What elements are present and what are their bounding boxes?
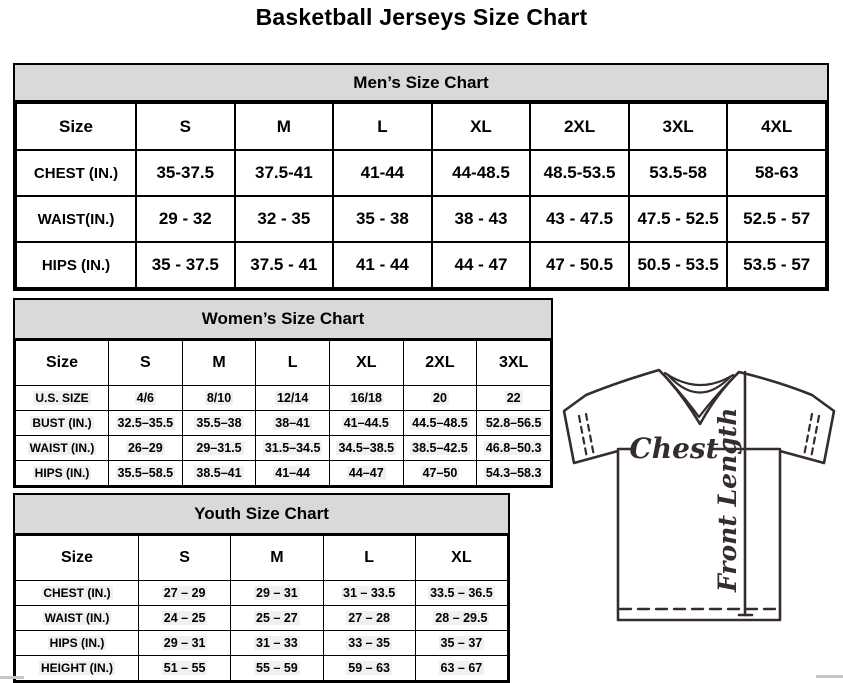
row-label xyxy=(16,411,109,436)
cell-text: CHEST (IN.) xyxy=(43,586,111,600)
size-value-cell xyxy=(329,436,403,461)
womens-size-chart-section xyxy=(13,298,553,488)
column-header-l: L xyxy=(333,103,432,150)
cell-text: WAIST (IN.) xyxy=(44,611,110,625)
size-value-cell xyxy=(477,411,551,436)
cell-text: 51 – 55 xyxy=(163,661,206,675)
size-value-cell: 43 - 47.5 xyxy=(530,196,629,242)
cell-text: 24 – 25 xyxy=(163,611,206,625)
size-value-cell xyxy=(323,606,415,631)
size-column-header: Size xyxy=(16,536,139,581)
cell-text: 46.8–50.3 xyxy=(485,441,542,455)
table-row xyxy=(16,631,508,656)
column-header-xl: XL xyxy=(432,103,531,150)
column-header-l: L xyxy=(256,341,330,386)
cell-text: 33.5 – 36.5 xyxy=(430,586,493,600)
cell-text: 38.5–42.5 xyxy=(412,441,468,455)
size-value-cell xyxy=(256,411,330,436)
size-column-header: Size xyxy=(16,103,136,150)
cell-text: 59 – 63 xyxy=(348,661,390,675)
size-value-cell xyxy=(415,581,507,606)
cell-text: 29–31.5 xyxy=(196,441,242,455)
mens-size-chart-section xyxy=(13,63,829,291)
size-value-cell: 53.5-58 xyxy=(629,150,728,196)
size-value-cell: 41-44 xyxy=(333,150,432,196)
table-row xyxy=(16,606,508,631)
table-row xyxy=(16,150,826,196)
cell-text: 31 – 33 xyxy=(256,636,298,650)
page-title: Basketball Jerseys Size Chart xyxy=(255,4,588,30)
size-value-cell: 29 - 32 xyxy=(136,196,235,242)
size-value-cell xyxy=(323,631,415,656)
table-row xyxy=(16,656,508,681)
cell-text: 29 – 31 xyxy=(163,636,206,650)
size-value-cell: 47 - 50.5 xyxy=(530,242,629,288)
cell-text: HEIGHT (IN.) xyxy=(41,661,113,675)
column-header-m: M xyxy=(182,341,256,386)
cell-text: HIPS (IN.) xyxy=(49,636,105,650)
row-label xyxy=(16,386,109,411)
column-header-xl: XL xyxy=(415,536,507,581)
cell-text: 25 – 27 xyxy=(256,611,298,625)
size-value-cell xyxy=(256,436,330,461)
size-value-cell xyxy=(231,606,323,631)
size-value-cell xyxy=(139,631,231,656)
womens-size-chart-title: Women’s Size Chart xyxy=(15,300,551,340)
size-value-cell xyxy=(139,581,231,606)
size-value-cell xyxy=(109,411,183,436)
size-value-cell xyxy=(403,411,477,436)
size-value-cell xyxy=(182,411,256,436)
size-value-cell xyxy=(329,411,403,436)
size-value-cell xyxy=(109,386,183,411)
cell-text: 26–29 xyxy=(127,441,163,455)
cell-text: WAIST (IN.) xyxy=(29,441,95,455)
cell-text: 20 xyxy=(433,391,447,405)
size-value-cell xyxy=(329,386,403,411)
cell-text: 4/6 xyxy=(136,391,155,405)
size-value-cell: 35 - 37.5 xyxy=(136,242,235,288)
table-row xyxy=(16,581,508,606)
column-header-s: S xyxy=(136,103,235,150)
cell-text: 32.5–35.5 xyxy=(117,416,174,430)
table-row xyxy=(16,436,551,461)
size-value-cell xyxy=(403,386,477,411)
table-row xyxy=(16,411,551,436)
table-row xyxy=(16,196,826,242)
row-label xyxy=(16,581,139,606)
header-row xyxy=(16,103,826,150)
cell-text: 41–44.5 xyxy=(343,416,389,430)
front-length-label: Front Length xyxy=(713,407,742,592)
cell-text: 27 – 28 xyxy=(348,611,390,625)
size-value-cell xyxy=(231,656,323,681)
size-value-cell: 37.5-41 xyxy=(235,150,334,196)
cell-text: 31 – 33.5 xyxy=(343,586,396,600)
size-value-cell xyxy=(477,386,551,411)
cell-text: 41–44 xyxy=(275,466,311,480)
header-row xyxy=(16,341,551,386)
cell-text: 27 – 29 xyxy=(163,586,206,600)
size-value-cell xyxy=(109,436,183,461)
cell-text: HIPS (IN.) xyxy=(34,466,90,480)
size-value-cell: 32 - 35 xyxy=(235,196,334,242)
cell-text: 22 xyxy=(506,391,521,405)
youth-size-chart-section xyxy=(13,493,510,683)
cell-text: 38.5–41 xyxy=(196,466,242,480)
row-label: HIPS (IN.) xyxy=(16,242,136,288)
size-value-cell: 35 - 38 xyxy=(333,196,432,242)
cell-text: 31.5–34.5 xyxy=(264,441,321,455)
column-header-l: L xyxy=(323,536,415,581)
cell-text: 44.5–48.5 xyxy=(412,416,468,430)
table-row xyxy=(16,386,551,411)
size-value-cell xyxy=(415,656,507,681)
column-header-3xl: 3XL xyxy=(477,341,551,386)
cell-text: 38–41 xyxy=(275,416,311,430)
size-value-cell xyxy=(256,386,330,411)
size-column-header: Size xyxy=(16,341,109,386)
column-header-2xl: 2XL xyxy=(403,341,477,386)
row-label xyxy=(16,656,139,681)
table-row xyxy=(16,242,826,288)
cell-text: 63 – 67 xyxy=(440,661,483,675)
cell-text: U.S. SIZE xyxy=(35,391,89,405)
column-header-3xl: 3XL xyxy=(629,103,728,150)
cell-text: 35 – 37 xyxy=(440,636,483,650)
cell-text: 44–47 xyxy=(348,466,384,480)
size-value-cell xyxy=(329,461,403,486)
mens-size-table xyxy=(15,102,827,289)
size-value-cell: 52.5 - 57 xyxy=(727,196,826,242)
size-value-cell: 38 - 43 xyxy=(432,196,531,242)
row-label: WAIST(IN.) xyxy=(16,196,136,242)
size-value-cell xyxy=(109,461,183,486)
size-value-cell: 50.5 - 53.5 xyxy=(629,242,728,288)
cell-text: 33 – 35 xyxy=(348,636,390,650)
column-header-s: S xyxy=(109,341,183,386)
cell-text: 34.5–38.5 xyxy=(338,441,395,455)
column-header-xl: XL xyxy=(329,341,403,386)
row-label xyxy=(16,436,109,461)
row-label xyxy=(16,631,139,656)
scrollbar-fragment-right xyxy=(816,675,843,678)
table-row xyxy=(16,461,551,486)
size-value-cell xyxy=(231,581,323,606)
cell-text: BUST (IN.) xyxy=(32,416,92,430)
cell-text: 29 – 31 xyxy=(256,586,298,600)
size-value-cell xyxy=(182,436,256,461)
size-value-cell xyxy=(139,656,231,681)
jersey-outline xyxy=(564,370,834,620)
size-value-cell: 35-37.5 xyxy=(136,150,235,196)
size-value-cell xyxy=(182,386,256,411)
size-value-cell xyxy=(323,581,415,606)
size-value-cell xyxy=(477,461,551,486)
size-value-cell xyxy=(415,606,507,631)
size-value-cell: 44 - 47 xyxy=(432,242,531,288)
row-label xyxy=(16,461,109,486)
womens-size-table xyxy=(15,340,551,486)
youth-size-table xyxy=(15,535,508,681)
column-header-4xl: 4XL xyxy=(727,103,826,150)
cell-text: 47–50 xyxy=(422,466,458,480)
column-header-m: M xyxy=(231,536,323,581)
size-value-cell: 41 - 44 xyxy=(333,242,432,288)
header-row xyxy=(16,536,508,581)
cell-text: 12/14 xyxy=(277,391,309,405)
row-label: CHEST (IN.) xyxy=(16,150,136,196)
cell-text: 8/10 xyxy=(206,391,232,405)
cell-text: 28 – 29.5 xyxy=(435,611,488,625)
size-value-cell xyxy=(139,606,231,631)
chest-label: Chest xyxy=(629,432,719,465)
column-header-s: S xyxy=(139,536,231,581)
cell-text: 52.8–56.5 xyxy=(485,416,542,430)
size-value-cell: 53.5 - 57 xyxy=(727,242,826,288)
size-value-cell: 37.5 - 41 xyxy=(235,242,334,288)
size-value-cell xyxy=(415,631,507,656)
size-value-cell xyxy=(477,436,551,461)
size-value-cell: 58-63 xyxy=(727,150,826,196)
cell-text: 35.5–58.5 xyxy=(117,466,174,480)
size-value-cell: 44-48.5 xyxy=(432,150,531,196)
size-value-cell xyxy=(323,656,415,681)
cell-text: 55 – 59 xyxy=(256,661,298,675)
column-header-m: M xyxy=(235,103,334,150)
youth-size-chart-title: Youth Size Chart xyxy=(15,495,508,535)
size-value-cell xyxy=(256,461,330,486)
mens-size-chart-title: Men’s Size Chart xyxy=(15,65,827,102)
size-value-cell xyxy=(403,461,477,486)
cell-text: 54.3–58.3 xyxy=(485,466,542,480)
cell-text: 35.5–38 xyxy=(196,416,242,430)
size-value-cell xyxy=(403,436,477,461)
size-value-cell xyxy=(231,631,323,656)
size-value-cell: 48.5-53.5 xyxy=(530,150,629,196)
jersey-measurement-diagram xyxy=(556,362,842,634)
row-label xyxy=(16,606,139,631)
cell-text: 16/18 xyxy=(350,391,382,405)
size-value-cell: 47.5 - 52.5 xyxy=(629,196,728,242)
column-header-2xl: 2XL xyxy=(530,103,629,150)
size-value-cell xyxy=(182,461,256,486)
